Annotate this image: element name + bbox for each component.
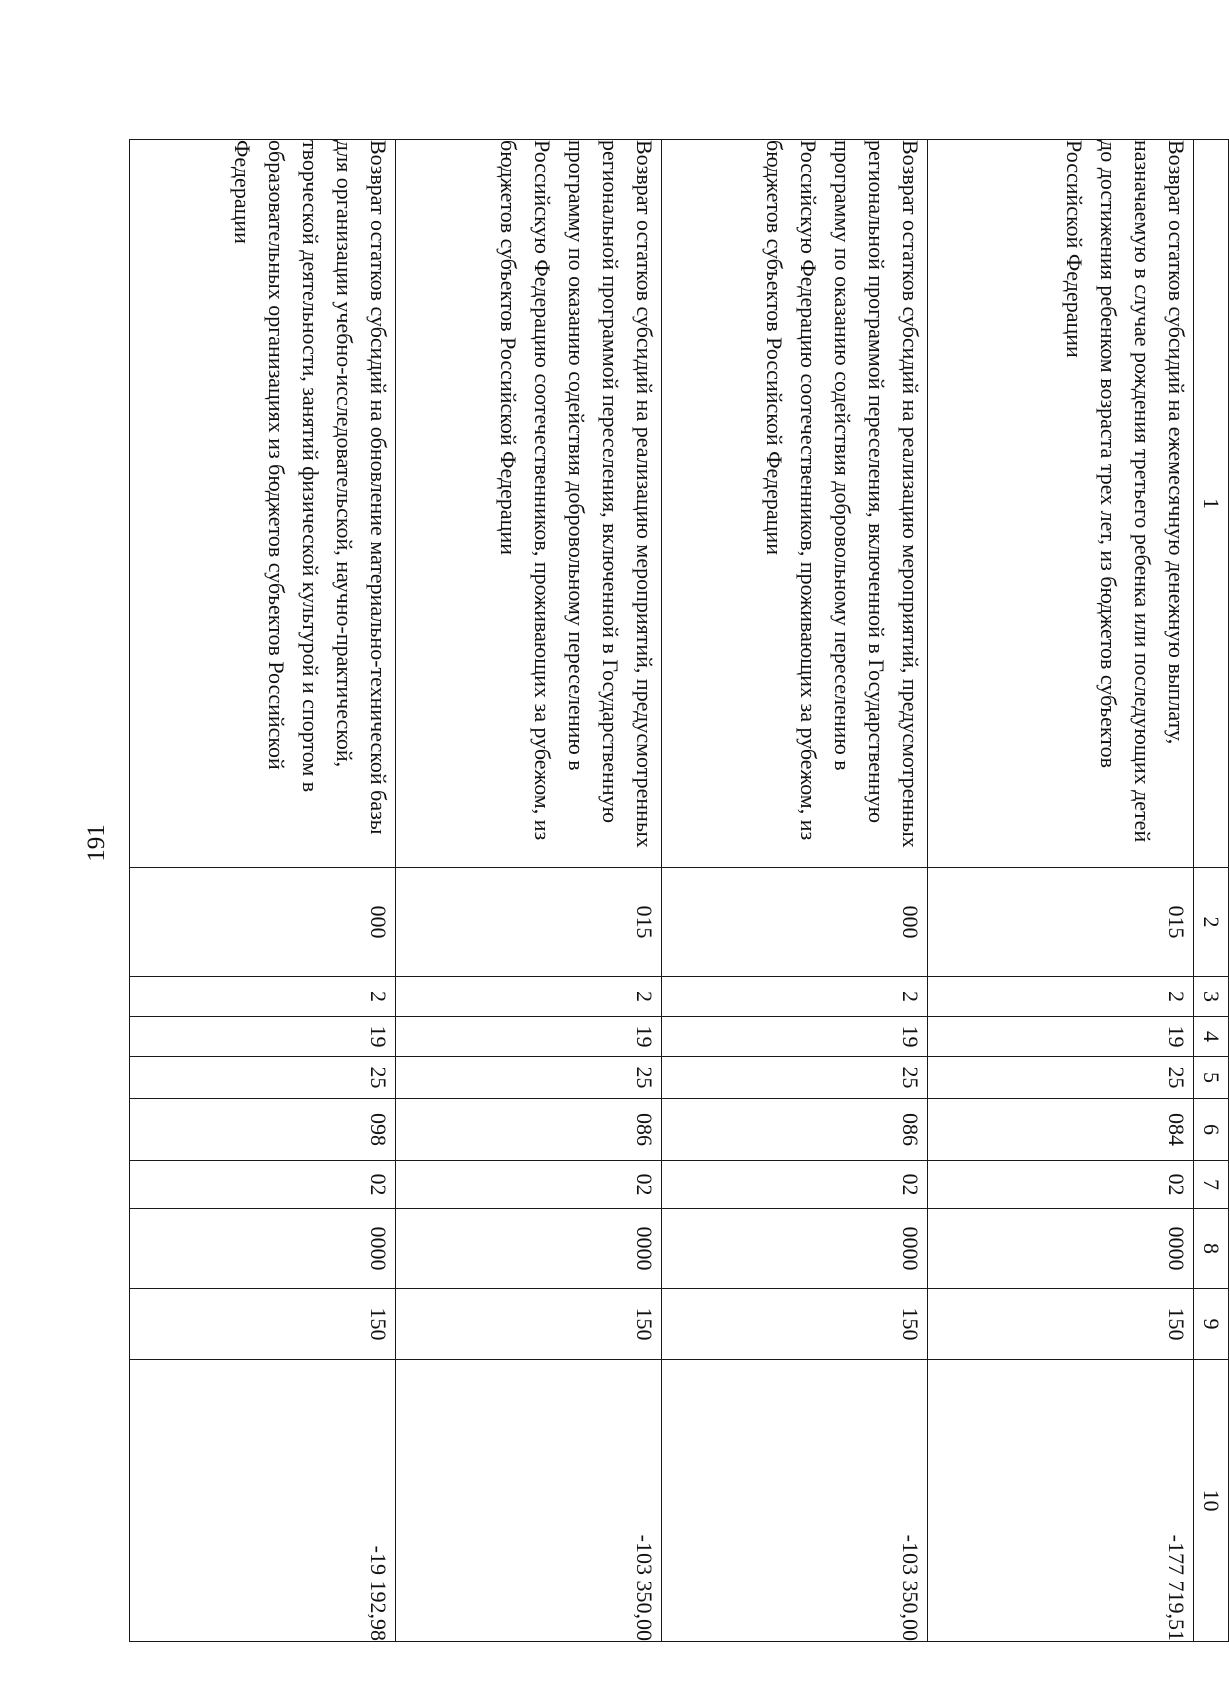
code-article: 25 — [130, 1057, 396, 1099]
row-description: Возврат остатков субсидий на реализацию мероприятий, предусмотренных региональной программой переселения, включенной в Государственную программу по оказанию содействия добровольному переселению в Российскую Федерацию соотечественников, проживающих за рубежом, из бюджетов субъектов Российской Федерации — [662, 140, 928, 868]
code-program: 0000 — [130, 1209, 396, 1289]
row-amount: -19 192,98 — [130, 1360, 396, 1642]
code-article: 25 — [396, 1057, 662, 1099]
code-admin: 000 — [662, 868, 928, 977]
row-amount: -177 719,51 — [928, 1360, 1194, 1642]
code-subarticle: 084 — [928, 1099, 1194, 1161]
row-description: Возврат остатков субсидий на реализацию мероприятий, предусмотренных региональной программой переселения, включенной в Государственную программу по оказанию содействия добровольному переселению в Российскую Федерацию соотечественников, проживающих за рубежом, из бюджетов субъектов Российской Федерации — [396, 140, 662, 868]
code-subarticle: 086 — [662, 1099, 928, 1161]
table-row — [662, 140, 928, 1642]
row-description: Возврат остатков субсидий на ежемесячную денежную выплату, назначаемую в случае рождения третьего ребенка или последующих детей до достижения ребенком возраста трех лет, из бюджетов субъектов Российской Федерации — [928, 140, 1194, 868]
header-row — [1194, 140, 1229, 1642]
code-group: 2 — [396, 977, 662, 1017]
row-amount: -103 350,00 — [396, 1360, 662, 1642]
rotated-table-wrapper — [129, 139, 1229, 1641]
code-article: 25 — [928, 1057, 1194, 1099]
code-econ: 150 — [928, 1289, 1194, 1360]
code-admin: 015 — [928, 868, 1194, 977]
header-cell: 5 — [1194, 1057, 1229, 1099]
code-element: 02 — [928, 1161, 1194, 1209]
header-cell: 9 — [1194, 1289, 1229, 1360]
header-cell: 10 — [1194, 1360, 1229, 1642]
table-row — [130, 140, 396, 1642]
table-row — [928, 140, 1194, 1642]
code-subarticle: 098 — [130, 1099, 396, 1161]
code-admin: 015 — [396, 868, 662, 977]
code-element: 02 — [130, 1161, 396, 1209]
code-element: 02 — [396, 1161, 662, 1209]
code-subgroup: 19 — [130, 1017, 396, 1057]
code-subgroup: 19 — [662, 1017, 928, 1057]
code-econ: 150 — [396, 1289, 662, 1360]
header-cell: 2 — [1194, 868, 1229, 977]
header-cell: 8 — [1194, 1209, 1229, 1289]
code-subgroup: 19 — [396, 1017, 662, 1057]
code-program: 0000 — [928, 1209, 1194, 1289]
code-program: 0000 — [396, 1209, 662, 1289]
header-cell: 1 — [1194, 140, 1229, 868]
code-article: 25 — [662, 1057, 928, 1099]
code-group: 2 — [130, 977, 396, 1017]
code-subgroup: 19 — [928, 1017, 1194, 1057]
header-cell: 4 — [1194, 1017, 1229, 1057]
header-cell: 3 — [1194, 977, 1229, 1017]
code-admin: 000 — [130, 868, 396, 977]
code-program: 0000 — [662, 1209, 928, 1289]
code-econ: 150 — [130, 1289, 396, 1360]
code-econ: 150 — [662, 1289, 928, 1360]
header-cell: 6 — [1194, 1099, 1229, 1161]
code-subarticle: 086 — [396, 1099, 662, 1161]
budget-table — [129, 139, 1229, 1642]
code-element: 02 — [662, 1161, 928, 1209]
table-row — [396, 140, 662, 1642]
code-group: 2 — [662, 977, 928, 1017]
row-amount: -103 350,00 — [662, 1360, 928, 1642]
row-description: Возврат остатков субсидий на обновление материально-технической базы для организации учебно-исследовательской, научно-практической, творческой деятельности, занятий физической культурой и спортом в образовательных организациях из бюджетов субъектов Российской Федерации — [130, 140, 396, 868]
page-number: 191 — [83, 824, 110, 862]
header-cell: 7 — [1194, 1161, 1229, 1209]
code-group: 2 — [928, 977, 1194, 1017]
